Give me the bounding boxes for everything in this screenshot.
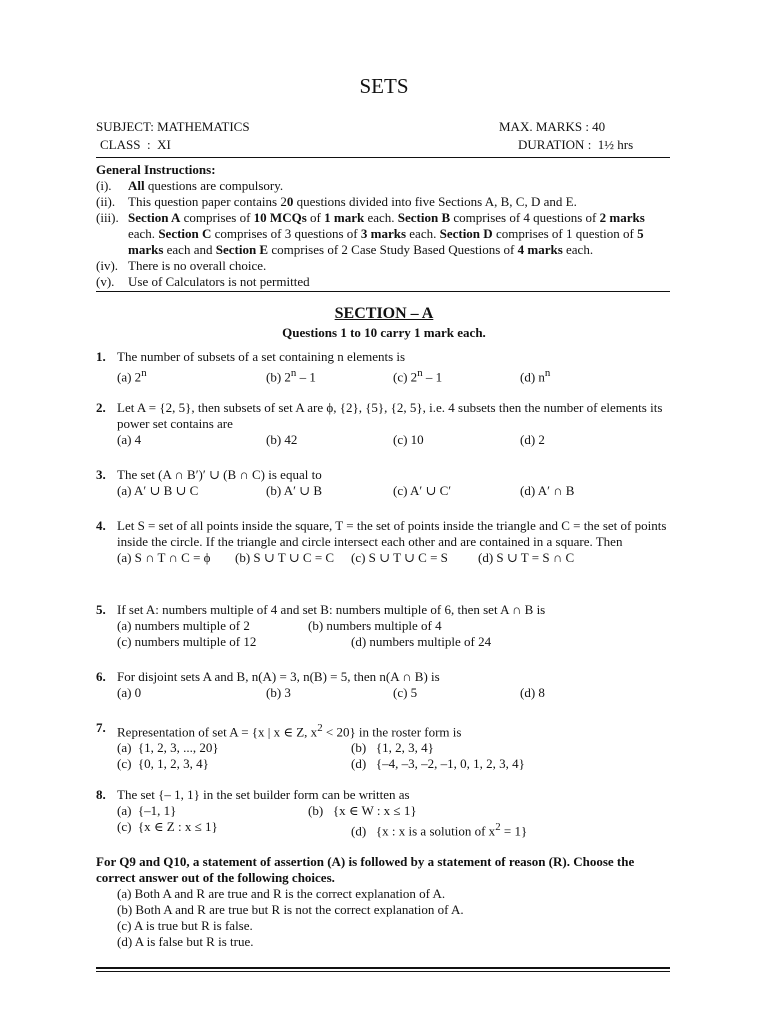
options-row [117,634,672,650]
header-row-2 [96,137,672,153]
assertion-intro: For Q9 and Q10, a statement of assertion (A) is followed by a statement of reason (R). Choose the correct answer out of the following choices. [96,854,635,885]
option: (d) 8 [520,685,545,700]
instruction-item [96,178,672,194]
section-title: SECTION – A [334,305,434,322]
option: (d) numbers multiple of 24 [351,634,492,649]
options-row [117,803,672,819]
paper-title: SETS [359,74,409,98]
question-text: Let A = {2, 5}, then subsets of set A are ϕ, {2}, {5}, {2, 5}, i.e. 4 subsets then the number of elements its power set contains are [117,400,663,431]
max-marks-label: MAX. MARKS : 40 [499,119,606,134]
option: (b) 42 [266,432,298,447]
question-2 [96,400,672,448]
option: (d) $n^n$ [520,367,551,385]
question-number: 3. [96,467,106,482]
question-4 [96,518,672,566]
instruction-number: (i). [96,178,112,193]
assertion-reason-block [96,854,672,950]
instruction-item [96,194,672,210]
option: (a) {1, 2, 3, ..., 20} [117,740,219,756]
instruction-number: (iv). [96,258,119,273]
question-number: 6. [96,669,106,684]
question-8 [96,787,672,839]
section-subtitle: Questions 1 to 10 carry 1 mark each. [282,325,486,340]
question-number: 8. [96,787,106,802]
assertion-choice: (c) A is true but R is false. [117,918,253,933]
instructions-list [96,178,672,290]
options-row [117,550,672,566]
question-number: 5. [96,602,106,617]
assertion-choice: (b) Both A and R are true but R is not the correct explanation of A. [117,902,464,917]
option: (b) 3 [266,685,291,700]
option: (a) 4 [117,432,142,447]
instruction-text: This question paper contains 20 questions divided into five Sections A, B, C, D and E. [128,194,577,209]
option: (b) numbers multiple of 4 [308,618,442,633]
options-row [117,819,672,839]
instruction-item [96,274,672,290]
instruction-text: There is no overall choice. [128,258,267,273]
options-row [117,365,672,385]
options-row [117,432,672,448]
footer-rule-thin [96,971,670,972]
option: (c) A′ ∪ C′ [393,483,452,498]
instructions-divider [96,291,670,292]
option: (d) S ∪ T = S ∩ C [478,550,575,565]
instruction-number: (iii). [96,210,119,225]
option: (a) S ∩ T ∩ C = ϕ [117,550,211,565]
option: (c) {0, 1, 2, 3, 4} [117,756,209,772]
option: (c) 10 [393,432,424,447]
instruction-text: Section A comprises of 10 MCQs of 1 mark each. Section B comprises of 4 questions of 2 marks each. Section C comprises of 3 questions of 3 marks each. Section D comprises of 1 question of 5 marks each and Section E comprises of 2 Case Study Based Questions of 4 marks each. [128,210,645,257]
question-text: If set A: numbers multiple of 4 and set B: numbers multiple of 6, then set A ∩ B is [117,602,546,617]
option: (d) 2 [520,432,545,447]
question-text: The set (A ∩ B′)′ ∪ (B ∩ C) is equal to [117,467,322,482]
options-row [117,740,672,756]
question-6 [96,669,672,701]
option: (a) 0 [117,685,142,700]
footer-rule-thick [96,967,670,969]
instruction-text: All questions are compulsory. [128,178,284,193]
question-number: 2. [96,400,106,415]
option: (d) {–4, –3, –2, –1, 0, 1, 2, 3, 4} [351,756,525,772]
question-text: Representation of set A = {x | x ∈ Z, $x^2 < 20$} in the roster form is [117,722,462,740]
duration-label: DURATION : 1½ hrs [518,137,634,152]
header-row-1 [96,119,672,135]
question-text: The set {– 1, 1} in the set builder form can be written as [117,787,410,802]
option: (b) 2$^n$ – 1 [266,367,316,385]
option: (c) numbers multiple of 12 [117,634,257,649]
option: (d) {x : x is a solution of $x^2 = 1$} [351,821,528,839]
question-number: 4. [96,518,106,533]
option: (b) A′ ∪ B [266,483,322,498]
options-row [117,685,672,701]
instructions-heading: General Instructions: [96,162,216,177]
subject-label: SUBJECT: MATHEMATICS [96,119,250,134]
assertion-choice: (a) Both A and R are true and R is the correct explanation of A. [117,886,446,901]
option: (c) S ∪ T ∪ C = S [351,550,448,565]
option: (a) {–1, 1} [117,803,177,818]
question-text: The number of subsets of a set containing n elements is [117,349,406,364]
question-text: For disjoint sets A and B, n(A) = 3, n(B) = 5, then n(A ∩ B) is [117,669,440,684]
assertion-choices [96,886,672,950]
option: (c) 5 [393,685,418,700]
option: (b) {x ∈ W : x ≤ 1} [308,803,417,818]
option: (c) 2$^n$ – 1 [393,367,443,385]
question-number: 7. [96,720,106,735]
option: (a) A′ ∪ B ∪ C [117,483,199,498]
option: (a) numbers multiple of 2 [117,618,250,633]
instruction-item [96,210,672,258]
instruction-number: (ii). [96,194,116,209]
instruction-text: Use of Calculators is not permitted [128,274,310,289]
instruction-item [96,258,672,274]
class-label: CLASS : XI [100,137,171,152]
question-3 [96,467,672,499]
question-1 [96,349,672,385]
question-5 [96,602,672,650]
general-instructions [96,162,672,290]
option: (d) A′ ∩ B [520,483,575,498]
option: (b) S ∪ T ∪ C = C [235,550,335,565]
header-divider [96,157,670,158]
assertion-choice: (d) A is false but R is true. [117,934,254,949]
options-row [117,618,672,634]
options-row [117,483,672,499]
question-7 [96,720,672,772]
option: (a) 2$^n$ [117,367,147,385]
options-row [117,756,672,772]
instruction-number: (v). [96,274,115,289]
question-number: 1. [96,349,106,364]
question-text: Let S = set of all points inside the square, T = the set of points inside the triangle and C = the set of points inside the circle. If the triangle and circle intersect each other and are contained in a square. Then [117,518,667,549]
option: (b) {1, 2, 3, 4} [351,740,434,756]
option: (c) {x ∈ Z : x ≤ 1} [117,819,218,834]
